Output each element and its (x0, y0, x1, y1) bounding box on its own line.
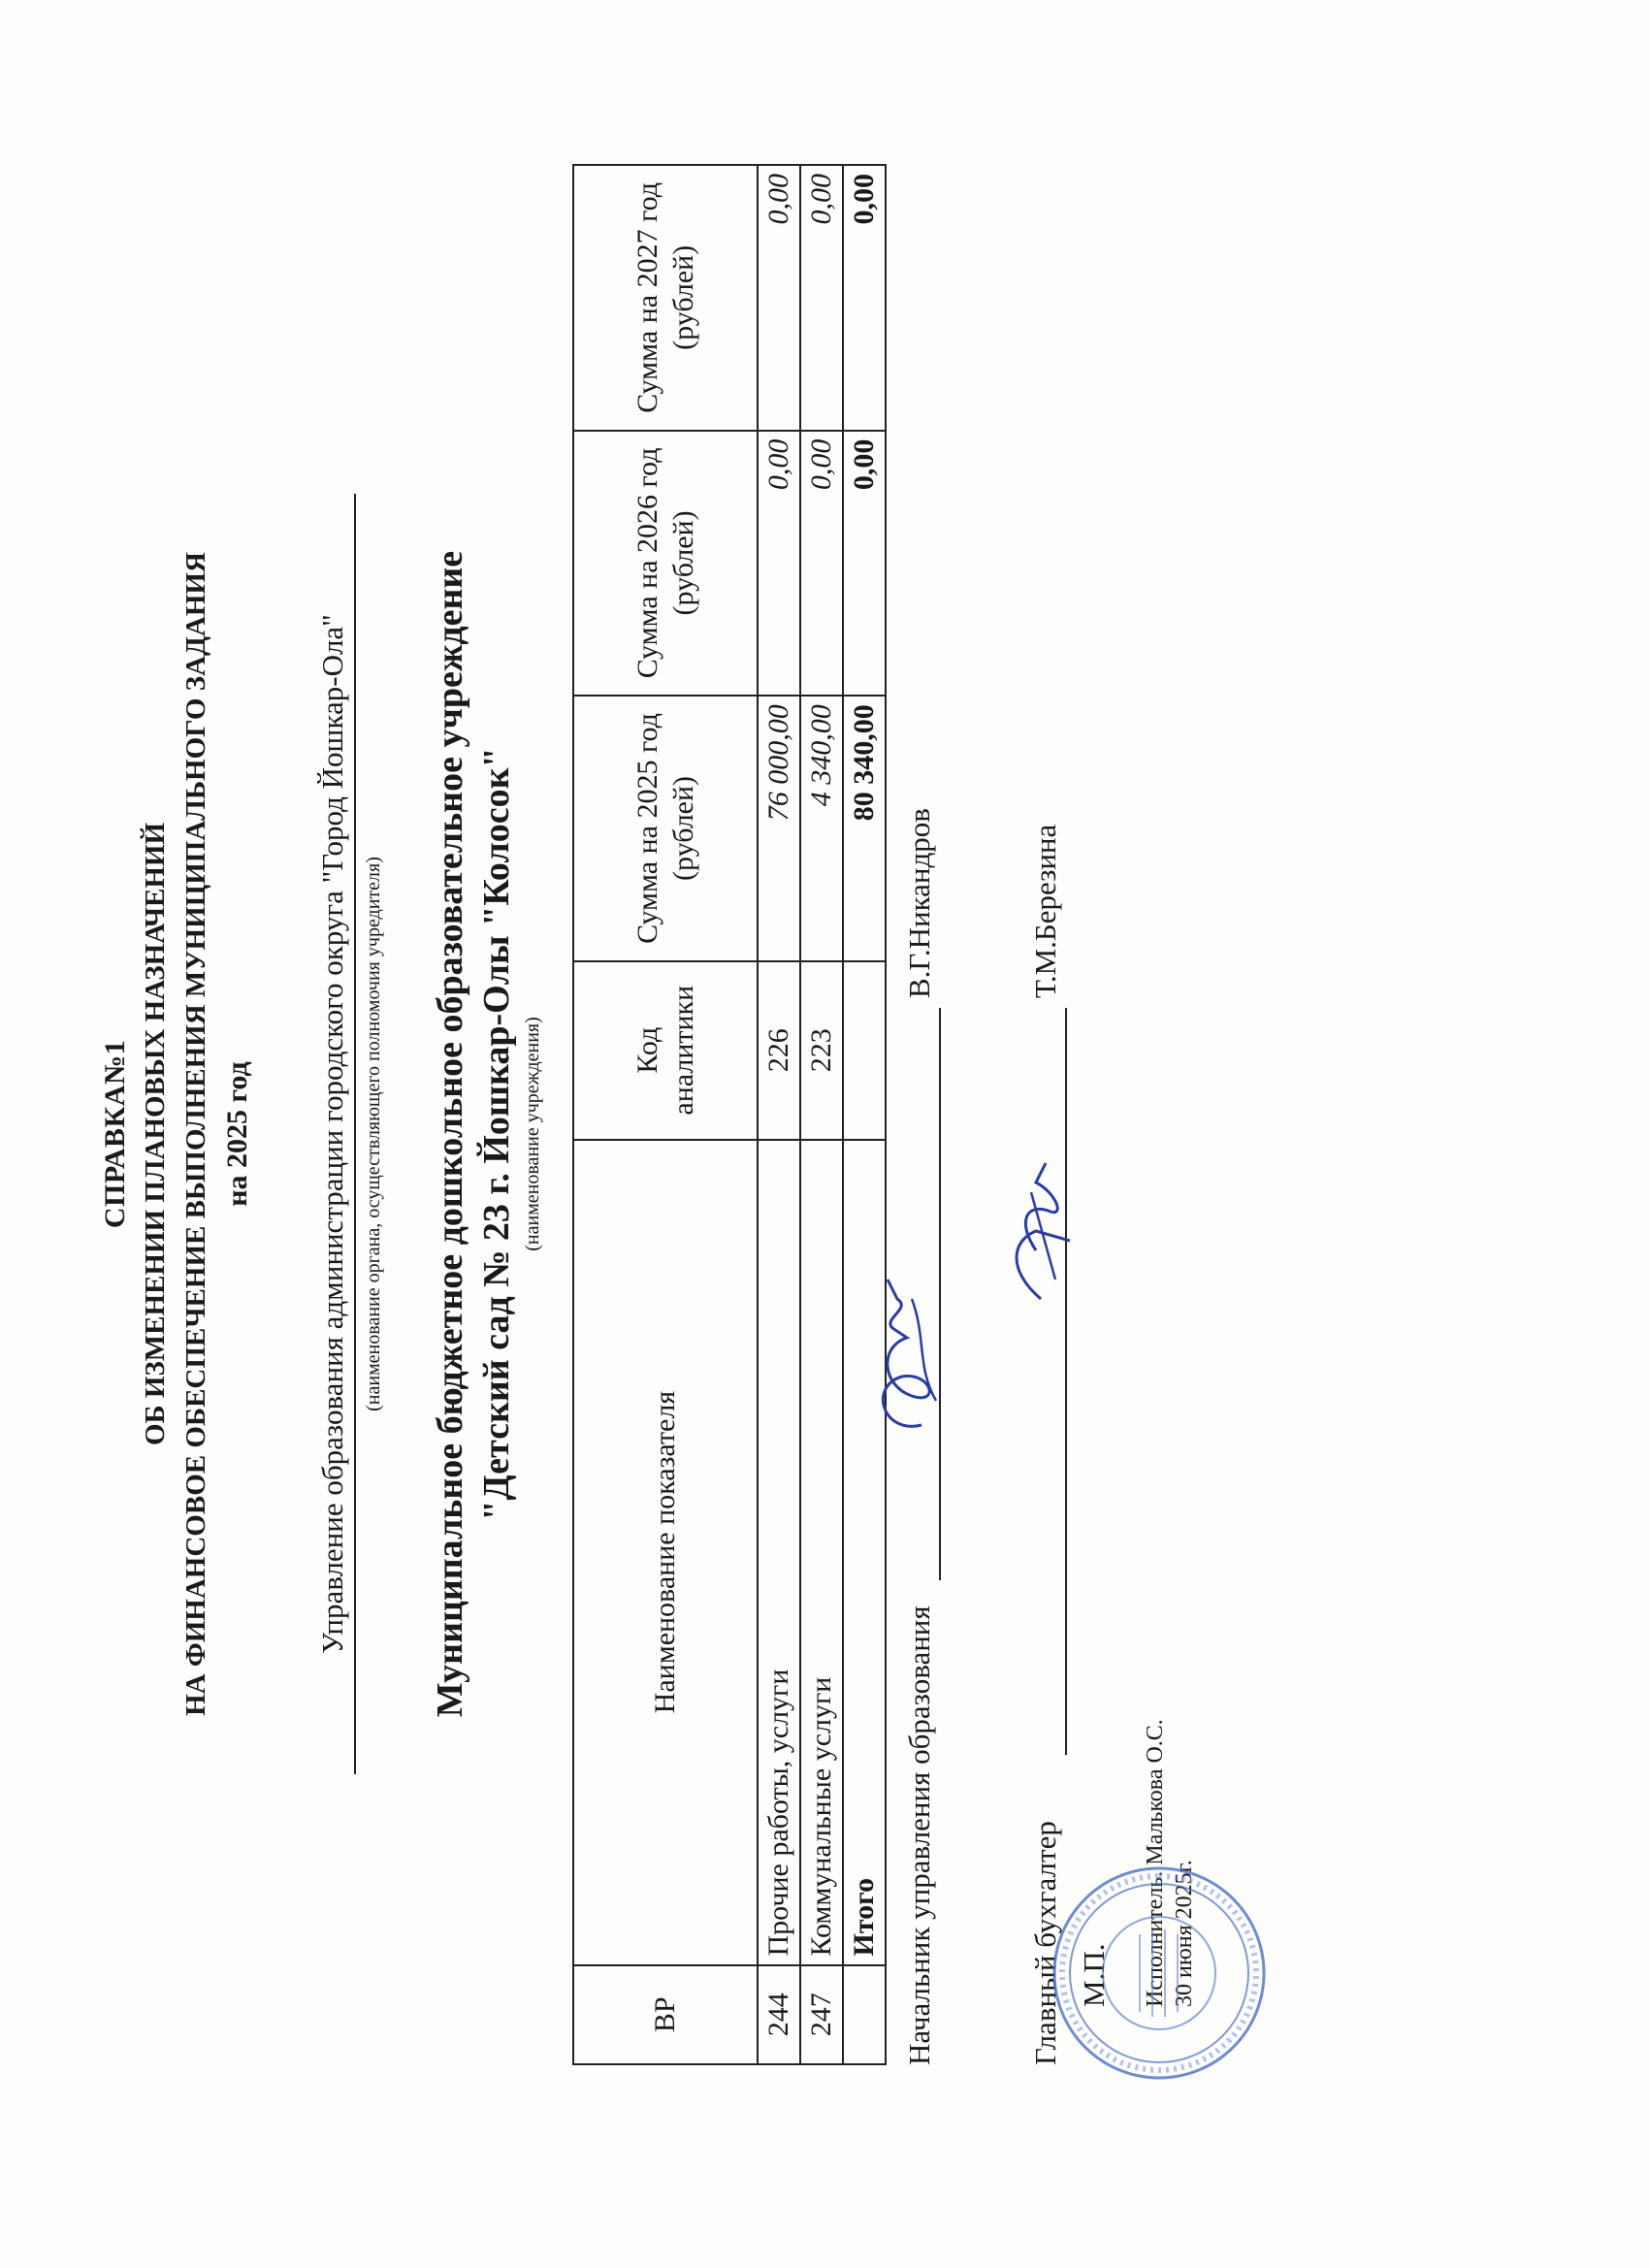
table-row (758, 165, 800, 2064)
cell-sum-2026: 0,00 (758, 431, 800, 697)
document-subtitle-1: ОБ ИЗМЕНЕНИИ ПЛАНОВЫХ НАЗНАЧЕНИЙ (140, 822, 171, 1446)
institution-name-line-2: "Детский сад № 23 г. Йошкар-Олы "Колосок" (476, 747, 517, 1521)
accountant-signature-row (1028, 222, 1086, 2065)
rotated-sheet (68, 77, 1581, 2191)
budget-table (572, 164, 887, 2065)
cell-sum-2025: 4 340,00 (800, 696, 843, 961)
cell-sum-2025: 76 000,00 (758, 696, 800, 961)
table-total-row (843, 165, 886, 2064)
cell-name: Прочие работы, услуги (758, 1140, 800, 1965)
cell-sum-2027: 0,00 (758, 165, 800, 431)
institution-note: (наименование учреждения) (522, 1017, 543, 1251)
head-name: В.Г.Никандров (902, 808, 936, 998)
table-header-row (573, 165, 758, 2064)
head-signature (863, 1270, 951, 1444)
cell-name: Коммунальные услуги (800, 1140, 843, 1965)
cell-vr-empty (843, 1965, 886, 2064)
accountant-signature (997, 1153, 1084, 1309)
cell-sum-2027: 0,00 (800, 165, 843, 431)
founder-name: Управление образования администрации городского округа "Город Йошкар-Ола" (315, 494, 356, 1774)
table-row (800, 165, 843, 2064)
total-sum-2026: 0,00 (843, 431, 886, 697)
cell-code: 223 (800, 961, 843, 1140)
cell-vr: 244 (758, 1965, 800, 2064)
document-date: 30 июня 2025г. (1172, 1860, 1197, 2007)
header-sum-2026: Сумма на 2026 год (рублей) (573, 431, 758, 697)
document-subtitle-2: НА ФИНАНСОВОЕ ОБЕСПЕЧЕНИЕ ВЫПОЛНЕНИЯ МУНИЦИПАЛЬНОГО ЗАДАНИЯ (180, 552, 211, 1716)
total-sum-2027: 0,00 (843, 165, 886, 431)
accountant-label: Главный бухгалтер (1028, 1821, 1062, 2065)
founder-note: (наименование органа, осуществляющего полномочия учредителя) (363, 857, 384, 1411)
total-label: Итого (843, 1140, 886, 1965)
total-sum-2025: 80 340,00 (843, 696, 886, 961)
header-name: Наименование показателя (573, 1140, 758, 1965)
header-code: Код аналитики (573, 961, 758, 1140)
head-signature-row (902, 222, 960, 2065)
institution-name-line-1: Муниципальное бюджетное дошкольное образовательное учреждение (430, 550, 470, 1718)
document-title: СПРАВКА№1 (99, 1039, 131, 1229)
header-sum-2027: Сумма на 2027 год (рублей) (573, 165, 758, 431)
accountant-signature-line (1065, 1008, 1067, 1755)
cell-code: 226 (758, 961, 800, 1140)
head-label: Начальник управления образования (902, 1605, 936, 2065)
cell-code-empty (843, 961, 886, 1140)
cell-vr: 247 (800, 1965, 843, 2064)
header-sum-2025: Сумма на 2025 год (рублей) (573, 696, 758, 961)
cell-sum-2026: 0,00 (800, 431, 843, 697)
header-vr: ВР (573, 1965, 758, 2064)
executor: Исполнитель. Малькова О.С. (1143, 1719, 1168, 2007)
official-stamp (1048, 1862, 1271, 2085)
document-year: на 2025 год (221, 1061, 253, 1207)
mp-mark: М.П. (1077, 1943, 1111, 2007)
accountant-name: Т.М.Березина (1028, 824, 1062, 998)
